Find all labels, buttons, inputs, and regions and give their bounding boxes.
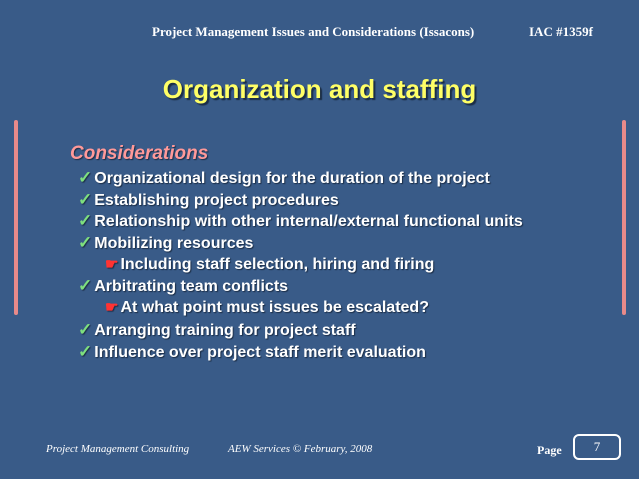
course-code: IAC #1359f (529, 24, 593, 39)
footer-org: Project Management Consulting (46, 443, 190, 455)
header (0, 24, 639, 42)
list-subitem (78, 254, 523, 276)
check-icon: ✓ (78, 319, 93, 339)
page-number-box: 7 (573, 434, 621, 460)
list-item (78, 319, 523, 341)
list-item (78, 341, 523, 363)
pointing-hand-icon: ☛ (105, 255, 119, 273)
list-subitem (78, 297, 523, 319)
list-item-text: Arranging training for project staff (94, 321, 356, 339)
check-icon: ✓ (78, 233, 93, 253)
section-subtitle: Considerations (70, 143, 209, 164)
left-accent-bar (14, 120, 18, 315)
list-item-text: Organizational design for the duration of the project (94, 170, 490, 187)
footer-services: AEW Services © February, 2008 (228, 443, 373, 455)
footer (0, 443, 639, 459)
list-item-text: At what point must issues be escalated? (120, 299, 429, 317)
right-accent-bar (622, 120, 626, 315)
check-icon: ✓ (78, 341, 93, 361)
list-item-text: Influence over project staff merit evaluation (94, 343, 426, 361)
considerations-list (78, 167, 523, 362)
page-label: Page (537, 443, 562, 457)
list-item (78, 275, 523, 297)
check-icon: ✓ (78, 276, 93, 296)
list-item (78, 189, 523, 211)
pointing-hand-icon: ☛ (105, 299, 119, 317)
course-title: Project Management Issues and Considerations (Issacons) (152, 24, 475, 39)
list-item (78, 210, 523, 232)
slide-title: Organization and staffing (162, 74, 477, 104)
check-icon: ✓ (78, 211, 93, 231)
check-icon: ✓ (78, 189, 93, 209)
list-item-text: Establishing project procedures (94, 191, 339, 209)
list-item-text: Including staff selection, hiring and firing (120, 255, 435, 273)
list-item (78, 167, 523, 189)
list-item-text: Relationship with other internal/external functional units (94, 213, 523, 231)
list-item-text: Arbitrating team conflicts (94, 278, 289, 296)
check-icon: ✓ (78, 168, 93, 187)
list-item (78, 232, 523, 254)
list-item-text: Mobilizing resources (94, 235, 254, 253)
